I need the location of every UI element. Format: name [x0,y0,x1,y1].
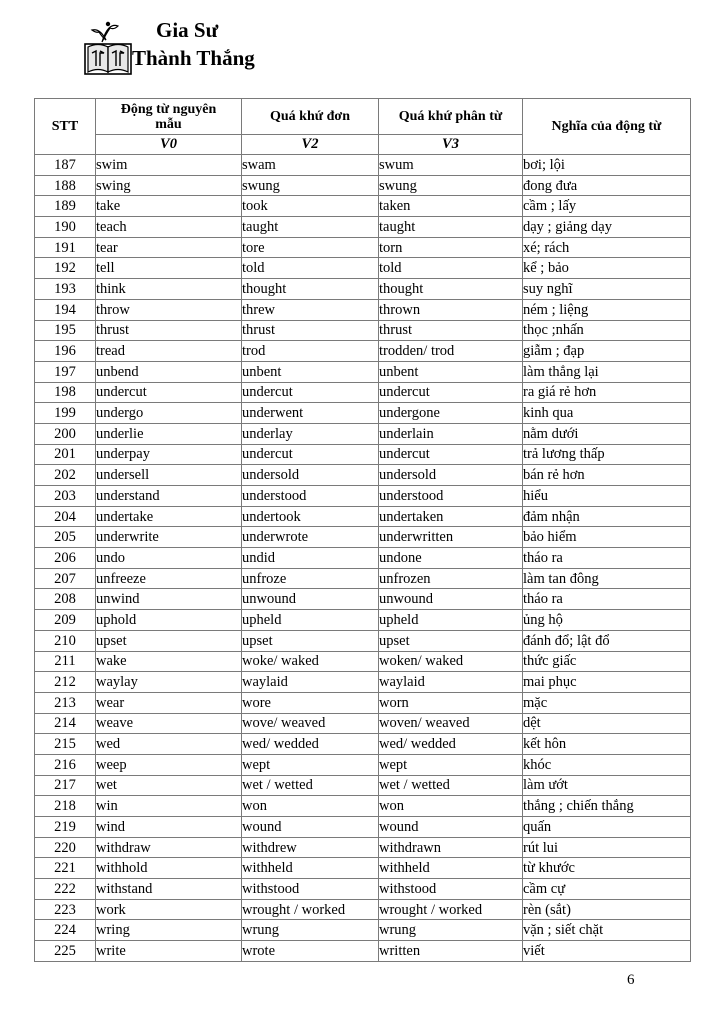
row-number-cell: 189 [35,196,96,217]
past-participle-cell: torn [379,237,523,258]
row-number-cell: 223 [35,899,96,920]
past-simple-cell: trod [242,341,379,362]
past-participle-cell: undergone [379,403,523,424]
table-row [35,320,691,341]
past-participle-cell: taught [379,217,523,238]
meaning-cell: thức giấc [523,651,691,672]
past-simple-cell: thought [242,279,379,300]
base-form-cell: swim [96,155,242,176]
past-participle-cell: wed/ wedded [379,734,523,755]
row-number-cell: 192 [35,258,96,279]
base-form-cell: underlie [96,423,242,444]
past-simple-cell: wound [242,817,379,838]
meaning-cell: quấn [523,817,691,838]
base-form-cell: weep [96,754,242,775]
past-participle-cell: woven/ weaved [379,713,523,734]
table-row [35,155,691,176]
row-number-cell: 187 [35,155,96,176]
past-participle-cell: upset [379,630,523,651]
header-meaning: Nghĩa của động từ [523,99,691,155]
meaning-cell: giẫm ; đạp [523,341,691,362]
row-number-cell: 206 [35,548,96,569]
meaning-cell: ủng hộ [523,610,691,631]
past-simple-cell: thrust [242,320,379,341]
row-number-cell: 222 [35,879,96,900]
base-form-cell: thrust [96,320,242,341]
past-simple-cell: waylaid [242,672,379,693]
past-participle-cell: unfrozen [379,568,523,589]
table-row [35,775,691,796]
meaning-cell: cầm cự [523,879,691,900]
past-participle-cell: wound [379,817,523,838]
table-row [35,630,691,651]
base-form-cell: wet [96,775,242,796]
past-simple-cell: underwent [242,403,379,424]
row-number-cell: 199 [35,403,96,424]
meaning-cell: viết [523,941,691,962]
subheader-v3: V3 [379,135,523,155]
past-participle-cell: woken/ waked [379,651,523,672]
past-participle-cell: worn [379,692,523,713]
base-form-cell: think [96,279,242,300]
past-simple-cell: swung [242,175,379,196]
table-row [35,382,691,403]
row-number-cell: 197 [35,361,96,382]
table-row [35,196,691,217]
table-row [35,486,691,507]
past-participle-cell: underlain [379,423,523,444]
meaning-cell: bán rẻ hơn [523,465,691,486]
past-simple-cell: swam [242,155,379,176]
past-participle-cell: thought [379,279,523,300]
base-form-cell: wear [96,692,242,713]
row-number-cell: 212 [35,672,96,693]
past-participle-cell: undercut [379,382,523,403]
base-form-cell: wed [96,734,242,755]
header-stt: STT [35,99,96,155]
row-number-cell: 214 [35,713,96,734]
meaning-cell: bơi; lội [523,155,691,176]
past-simple-cell: withstood [242,879,379,900]
past-participle-cell: wet / wetted [379,775,523,796]
page-number: 6 [627,972,635,988]
meaning-cell: làm tan đông [523,568,691,589]
past-simple-cell: unwound [242,589,379,610]
table-row [35,941,691,962]
row-number-cell: 221 [35,858,96,879]
row-number-cell: 200 [35,423,96,444]
base-form-cell: undersell [96,465,242,486]
meaning-cell: thắng ; chiến thắng [523,796,691,817]
table-row [35,899,691,920]
table-row [35,403,691,424]
row-number-cell: 193 [35,279,96,300]
meaning-cell: hiểu [523,486,691,507]
base-form-cell: write [96,941,242,962]
past-participle-cell: thrust [379,320,523,341]
base-form-cell: swing [96,175,242,196]
base-form-cell: throw [96,299,242,320]
meaning-cell: đong đưa [523,175,691,196]
past-simple-cell: tore [242,237,379,258]
past-simple-cell: wrung [242,920,379,941]
past-participle-cell: undone [379,548,523,569]
row-number-cell: 194 [35,299,96,320]
past-participle-cell: thrown [379,299,523,320]
base-form-cell: unwind [96,589,242,610]
row-number-cell: 188 [35,175,96,196]
table-row [35,548,691,569]
past-participle-cell: unwound [379,589,523,610]
table-row [35,465,691,486]
meaning-cell: kết hôn [523,734,691,755]
past-simple-cell: underwrote [242,527,379,548]
meaning-cell: đánh đổ; lật đổ [523,630,691,651]
past-simple-cell: unfroze [242,568,379,589]
past-simple-cell: undercut [242,382,379,403]
table-row [35,175,691,196]
past-participle-cell: waylaid [379,672,523,693]
base-form-cell: undertake [96,506,242,527]
row-number-cell: 201 [35,444,96,465]
meaning-cell: mặc [523,692,691,713]
meaning-cell: mai phục [523,672,691,693]
past-participle-cell: undersold [379,465,523,486]
row-number-cell: 209 [35,610,96,631]
meaning-cell: nằm dưới [523,423,691,444]
table-row [35,734,691,755]
table-row [35,527,691,548]
meaning-cell: từ khước [523,858,691,879]
past-participle-cell: undercut [379,444,523,465]
row-number-cell: 195 [35,320,96,341]
meaning-cell: dạy ; giảng dạy [523,217,691,238]
table-row [35,237,691,258]
past-simple-cell: wrote [242,941,379,962]
row-number-cell: 203 [35,486,96,507]
past-participle-cell: taken [379,196,523,217]
irregular-verbs-table [34,98,691,962]
past-participle-cell: upheld [379,610,523,631]
row-number-cell: 225 [35,941,96,962]
past-participle-cell: written [379,941,523,962]
table-row [35,258,691,279]
base-form-cell: withstand [96,879,242,900]
past-simple-cell: wet / wetted [242,775,379,796]
meaning-cell: kinh qua [523,403,691,424]
meaning-cell: ra giá rẻ hơn [523,382,691,403]
row-number-cell: 202 [35,465,96,486]
base-form-cell: teach [96,217,242,238]
table-row [35,858,691,879]
row-number-cell: 204 [35,506,96,527]
meaning-cell: rèn (sắt) [523,899,691,920]
base-form-cell: undo [96,548,242,569]
table-row [35,837,691,858]
base-form-cell: underpay [96,444,242,465]
past-simple-cell: withdrew [242,837,379,858]
past-participle-cell: undertaken [379,506,523,527]
row-number-cell: 218 [35,796,96,817]
past-participle-cell: swung [379,175,523,196]
past-participle-cell: underwritten [379,527,523,548]
table-row [35,754,691,775]
table-row [35,610,691,631]
header-past-participle: Quá khứ phân từ [379,99,523,135]
meaning-cell: vặn ; siết chặt [523,920,691,941]
brand-name-line2: Thành Thắng [132,46,255,70]
past-simple-cell: wed/ wedded [242,734,379,755]
table-row [35,817,691,838]
past-simple-cell: unbent [242,361,379,382]
past-simple-cell: underlay [242,423,379,444]
verb-rows [35,155,691,962]
table-row [35,713,691,734]
meaning-cell: trả lương thấp [523,444,691,465]
row-number-cell: 213 [35,692,96,713]
meaning-cell: cầm ; lấy [523,196,691,217]
base-form-cell: work [96,899,242,920]
header-past-simple: Quá khứ đơn [242,99,379,135]
base-form-cell: uphold [96,610,242,631]
past-participle-cell: told [379,258,523,279]
base-form-cell: unbend [96,361,242,382]
meaning-cell: xé; rách [523,237,691,258]
header-base-form: Động từ nguyên mẫu [96,99,242,135]
past-simple-cell: threw [242,299,379,320]
row-number-cell: 190 [35,217,96,238]
base-form-cell: tread [96,341,242,362]
table-row [35,299,691,320]
past-simple-cell: wrought / worked [242,899,379,920]
base-form-cell: withhold [96,858,242,879]
base-form-cell: weave [96,713,242,734]
past-simple-cell: undid [242,548,379,569]
past-simple-cell: undercut [242,444,379,465]
row-number-cell: 198 [35,382,96,403]
base-form-cell: understand [96,486,242,507]
meaning-cell: bảo hiểm [523,527,691,548]
table-row [35,444,691,465]
base-form-cell: undergo [96,403,242,424]
past-simple-cell: undertook [242,506,379,527]
meaning-cell: làm ướt [523,775,691,796]
base-form-cell: tell [96,258,242,279]
past-participle-cell: unbent [379,361,523,382]
row-number-cell: 208 [35,589,96,610]
row-number-cell: 217 [35,775,96,796]
past-participle-cell: wrung [379,920,523,941]
past-participle-cell: won [379,796,523,817]
row-number-cell: 205 [35,527,96,548]
table-row [35,341,691,362]
base-form-cell: withdraw [96,837,242,858]
row-number-cell: 224 [35,920,96,941]
table-row [35,672,691,693]
past-simple-cell: told [242,258,379,279]
row-number-cell: 220 [35,837,96,858]
past-participle-cell: wrought / worked [379,899,523,920]
base-form-cell: wind [96,817,242,838]
base-form-cell: tear [96,237,242,258]
past-simple-cell: wore [242,692,379,713]
base-form-cell: wake [96,651,242,672]
subheader-v2: V2 [242,135,379,155]
table-row [35,217,691,238]
meaning-cell: tháo ra [523,548,691,569]
past-simple-cell: upset [242,630,379,651]
row-number-cell: 211 [35,651,96,672]
row-number-cell: 210 [35,630,96,651]
past-participle-cell: withheld [379,858,523,879]
past-simple-cell: won [242,796,379,817]
table-row [35,651,691,672]
past-participle-cell: understood [379,486,523,507]
past-simple-cell: understood [242,486,379,507]
brand-name-line1: Gia Sư [156,18,219,42]
open-book-icon [84,20,132,76]
row-number-cell: 216 [35,754,96,775]
base-form-cell: undercut [96,382,242,403]
base-form-cell: upset [96,630,242,651]
table-row [35,568,691,589]
table-row [35,279,691,300]
meaning-cell: đảm nhận [523,506,691,527]
meaning-cell: tháo ra [523,589,691,610]
past-simple-cell: took [242,196,379,217]
past-simple-cell: upheld [242,610,379,631]
past-simple-cell: taught [242,217,379,238]
table-row [35,692,691,713]
meaning-cell: làm thẳng lại [523,361,691,382]
base-form-cell: unfreeze [96,568,242,589]
base-form-cell: underwrite [96,527,242,548]
meaning-cell: ném ; liệng [523,299,691,320]
past-participle-cell: swum [379,155,523,176]
page-header [84,18,304,78]
table-row [35,796,691,817]
table-row [35,361,691,382]
table-row [35,920,691,941]
past-participle-cell: wept [379,754,523,775]
meaning-cell: kể ; bảo [523,258,691,279]
table-row [35,506,691,527]
past-simple-cell: woke/ waked [242,651,379,672]
row-number-cell: 207 [35,568,96,589]
meaning-cell: khóc [523,754,691,775]
row-number-cell: 196 [35,341,96,362]
table-row [35,423,691,444]
base-form-cell: take [96,196,242,217]
base-form-cell: wring [96,920,242,941]
row-number-cell: 215 [35,734,96,755]
past-simple-cell: undersold [242,465,379,486]
row-number-cell: 219 [35,817,96,838]
meaning-cell: rút lui [523,837,691,858]
table-row [35,589,691,610]
past-simple-cell: wept [242,754,379,775]
past-participle-cell: withdrawn [379,837,523,858]
past-participle-cell: withstood [379,879,523,900]
past-participle-cell: trodden/ trod [379,341,523,362]
past-simple-cell: withheld [242,858,379,879]
meaning-cell: suy nghĩ [523,279,691,300]
meaning-cell: dệt [523,713,691,734]
meaning-cell: thọc ;nhấn [523,320,691,341]
subheader-v0: V0 [96,135,242,155]
past-simple-cell: wove/ weaved [242,713,379,734]
base-form-cell: waylay [96,672,242,693]
base-form-cell: win [96,796,242,817]
table-row [35,879,691,900]
row-number-cell: 191 [35,237,96,258]
